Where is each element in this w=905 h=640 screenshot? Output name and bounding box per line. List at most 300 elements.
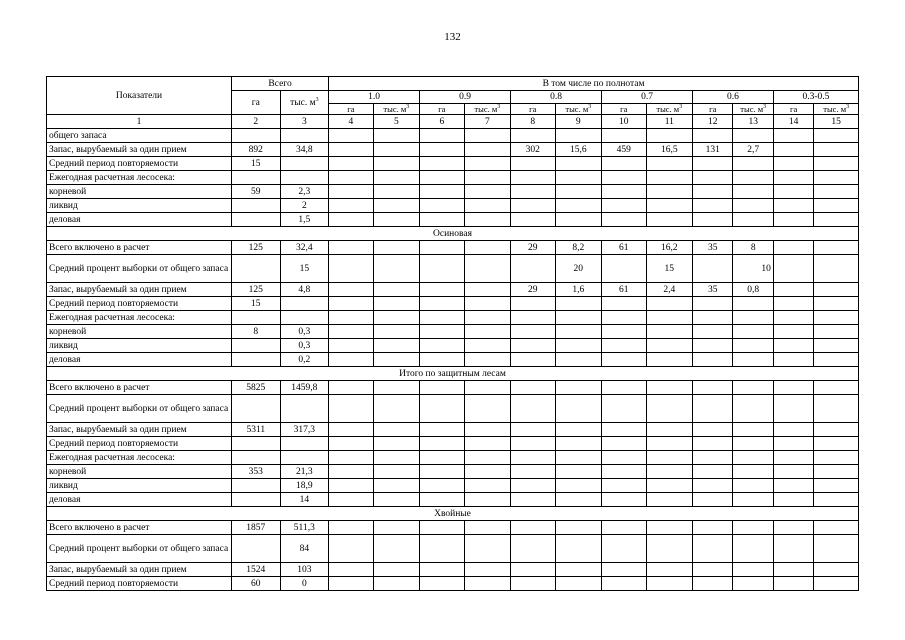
table-cell (280, 297, 329, 311)
table-cell (420, 451, 464, 465)
table-cell (693, 325, 733, 339)
table-cell (232, 311, 281, 325)
table-cell: 2,3 (280, 185, 329, 199)
table-cell (464, 563, 511, 577)
table-cell (814, 339, 859, 353)
table-cell (232, 451, 281, 465)
table-cell: 34,8 (280, 143, 329, 157)
table-cell (602, 255, 646, 283)
table-cell (693, 423, 733, 437)
table-row (47, 339, 859, 353)
table-cell (814, 325, 859, 339)
table-cell (646, 465, 693, 479)
table-cell: 29 (511, 283, 555, 297)
table-cell (373, 535, 420, 563)
table-cell (329, 311, 373, 325)
table-cell: 125 (232, 283, 281, 297)
table-cell (693, 297, 733, 311)
table-cell (646, 521, 693, 535)
table-cell (773, 283, 813, 297)
table-cell (511, 199, 555, 213)
table-cell (232, 199, 281, 213)
table-cell (773, 353, 813, 367)
table-cell (555, 437, 602, 451)
table-row (47, 311, 859, 325)
table-cell (693, 437, 733, 451)
table-cell (773, 241, 813, 255)
table-cell (773, 423, 813, 437)
table-cell (373, 451, 420, 465)
header-by-density: В том числе по полнотам (329, 77, 859, 91)
table-cell: 125 (232, 241, 281, 255)
table-cell (373, 577, 420, 591)
table-cell (373, 437, 420, 451)
table-row (47, 479, 859, 493)
table-cell (373, 297, 420, 311)
table-cell (693, 451, 733, 465)
table-cell (814, 213, 859, 227)
table-cell (733, 381, 773, 395)
row-label: Запас, вырубаемый за один прием (47, 423, 232, 437)
table-cell (693, 339, 733, 353)
table-cell (555, 577, 602, 591)
table-cell (773, 255, 813, 283)
table-cell (511, 521, 555, 535)
table-cell: 0,3 (280, 339, 329, 353)
table-cell (373, 563, 420, 577)
row-label: ликвид (47, 479, 232, 493)
table-cell (814, 297, 859, 311)
table-cell (464, 143, 511, 157)
table-cell (814, 199, 859, 213)
table-cell (329, 255, 373, 283)
table-cell (464, 255, 511, 283)
column-number: 2 (232, 115, 281, 129)
table-cell: 8,2 (555, 241, 602, 255)
table-cell (555, 423, 602, 437)
table-cell: 32,4 (280, 241, 329, 255)
table-cell: 131 (693, 143, 733, 157)
table-cell (329, 437, 373, 451)
table-cell (733, 423, 773, 437)
table-cell: 15 (646, 255, 693, 283)
column-number: 15 (814, 115, 859, 129)
table-cell (773, 577, 813, 591)
table-cell (420, 521, 464, 535)
table-cell (693, 395, 733, 423)
table-cell (232, 213, 281, 227)
table-cell (373, 213, 420, 227)
table-cell (814, 283, 859, 297)
table-cell (773, 493, 813, 507)
table-cell (464, 339, 511, 353)
table-cell (329, 521, 373, 535)
table-cell (602, 521, 646, 535)
row-label: Ежегодная расчетная лесосека: (47, 171, 232, 185)
column-number: 7 (464, 115, 511, 129)
table-cell (555, 311, 602, 325)
table-cell (329, 157, 373, 171)
table-cell (733, 535, 773, 563)
table-cell: 20 (555, 255, 602, 283)
table-cell: 1,6 (555, 283, 602, 297)
table-cell: 10 (733, 255, 773, 283)
table-cell: 103 (280, 563, 329, 577)
table-cell (602, 129, 646, 143)
table-cell (280, 157, 329, 171)
unit-thous-m3: тыс. $м^3$ (464, 104, 511, 115)
table-cell: 15 (232, 297, 281, 311)
table-cell (693, 381, 733, 395)
table-cell (464, 395, 511, 423)
table-cell (602, 465, 646, 479)
table-cell (420, 129, 464, 143)
table-cell (464, 199, 511, 213)
table-cell (555, 339, 602, 353)
row-label: общего запаса (47, 129, 232, 143)
table-cell (464, 493, 511, 507)
unit-thous-m3: тыс. $м^3$ (646, 104, 693, 115)
table-cell: 61 (602, 283, 646, 297)
table-cell (420, 157, 464, 171)
table-cell (773, 339, 813, 353)
table-cell (733, 311, 773, 325)
table-cell: 60 (232, 577, 281, 591)
table-cell (814, 185, 859, 199)
table-cell: 0 (280, 577, 329, 591)
table-cell (373, 325, 420, 339)
table-cell (602, 577, 646, 591)
table-cell (555, 465, 602, 479)
table-cell (693, 255, 733, 283)
table-row (47, 521, 859, 535)
table-cell (814, 493, 859, 507)
table-row (47, 353, 859, 367)
table-cell (464, 311, 511, 325)
table-cell (329, 297, 373, 311)
row-label: корневой (47, 185, 232, 199)
table-cell: 4,8 (280, 283, 329, 297)
table-cell (280, 437, 329, 451)
table-cell (511, 255, 555, 283)
row-label: Средний процент выборки от общего запаса (47, 535, 232, 563)
table-cell (373, 129, 420, 143)
table-cell (329, 479, 373, 493)
table-cell (602, 563, 646, 577)
row-label: Запас, вырубаемый за один прием (47, 563, 232, 577)
table-cell (511, 353, 555, 367)
table-cell (646, 493, 693, 507)
table-cell (602, 339, 646, 353)
unit-ha: га (773, 104, 813, 115)
table-row (47, 381, 859, 395)
table-cell (280, 171, 329, 185)
table-cell: 18,9 (280, 479, 329, 493)
table-cell (232, 255, 281, 283)
table-cell (464, 353, 511, 367)
table-cell (693, 129, 733, 143)
table-cell (646, 395, 693, 423)
unit-ha: га (511, 104, 555, 115)
column-number: 6 (420, 115, 464, 129)
table-cell (420, 339, 464, 353)
table-cell (420, 213, 464, 227)
table-row (47, 129, 859, 143)
table-cell (733, 171, 773, 185)
table-cell (420, 535, 464, 563)
table-cell (464, 171, 511, 185)
table-cell (511, 395, 555, 423)
table-cell (693, 171, 733, 185)
table-cell: 2 (280, 199, 329, 213)
table-cell (373, 381, 420, 395)
column-number: 11 (646, 115, 693, 129)
table-cell (329, 129, 373, 143)
table-cell (733, 157, 773, 171)
table-row (47, 563, 859, 577)
table-cell (464, 241, 511, 255)
table-cell (602, 535, 646, 563)
table-cell (420, 479, 464, 493)
table-cell (232, 437, 281, 451)
table-row (47, 297, 859, 311)
table-cell: 16,2 (646, 241, 693, 255)
table-cell (555, 521, 602, 535)
table-cell (511, 297, 555, 311)
row-label: ликвид (47, 339, 232, 353)
table-cell (555, 395, 602, 423)
column-number: 9 (555, 115, 602, 129)
table-cell (420, 171, 464, 185)
table-cell: 892 (232, 143, 281, 157)
table-cell (814, 535, 859, 563)
table-row (47, 395, 859, 423)
table-cell (329, 465, 373, 479)
table-cell (814, 395, 859, 423)
table-cell (232, 479, 281, 493)
table-cell (646, 353, 693, 367)
table-cell (602, 381, 646, 395)
table-cell (646, 297, 693, 311)
table-cell (733, 493, 773, 507)
table-cell (555, 451, 602, 465)
table-cell (329, 563, 373, 577)
row-label: деловая (47, 353, 232, 367)
table-cell (329, 493, 373, 507)
table-cell (511, 325, 555, 339)
table-cell (329, 339, 373, 353)
row-label: Средний период повторяемости (47, 437, 232, 451)
table-cell (329, 451, 373, 465)
table-cell (733, 325, 773, 339)
table-cell (373, 353, 420, 367)
section-title: Итого по защитным лесам (47, 367, 859, 381)
table-cell (814, 255, 859, 283)
table-cell (329, 171, 373, 185)
table-row (47, 157, 859, 171)
table-cell (329, 213, 373, 227)
table-cell (602, 311, 646, 325)
table-cell (773, 479, 813, 493)
table-cell: 59 (232, 185, 281, 199)
table-cell (646, 535, 693, 563)
table-cell (373, 185, 420, 199)
table-cell (232, 353, 281, 367)
table-cell: 21,3 (280, 465, 329, 479)
table-cell (232, 171, 281, 185)
table-cell (814, 577, 859, 591)
table-cell (511, 157, 555, 171)
table-cell (555, 353, 602, 367)
table-cell (373, 423, 420, 437)
table-cell (646, 381, 693, 395)
unit-thous-m3: тыс. $м^3$ (733, 104, 773, 115)
table-cell (555, 157, 602, 171)
table-cell (693, 521, 733, 535)
table-cell: 35 (693, 283, 733, 297)
row-label: корневой (47, 325, 232, 339)
table-cell (773, 199, 813, 213)
forest-table (46, 76, 859, 591)
unit-ha: га (329, 104, 373, 115)
table-cell (733, 213, 773, 227)
table-cell (373, 395, 420, 423)
table-cell (420, 437, 464, 451)
table-cell (420, 563, 464, 577)
table-cell: 14 (280, 493, 329, 507)
table-row (47, 493, 859, 507)
table-cell (602, 213, 646, 227)
table-cell (373, 493, 420, 507)
table-cell (420, 423, 464, 437)
table-cell: 5825 (232, 381, 281, 395)
table-cell (232, 493, 281, 507)
table-cell (773, 129, 813, 143)
table-cell (511, 563, 555, 577)
table-cell (373, 521, 420, 535)
table-cell (814, 437, 859, 451)
table-cell (420, 577, 464, 591)
header-density-3: 0.8 (511, 91, 602, 104)
table-cell (773, 171, 813, 185)
table-row (47, 241, 859, 255)
table-cell (693, 535, 733, 563)
table-cell: 1,5 (280, 213, 329, 227)
table-cell (555, 381, 602, 395)
column-number: 12 (693, 115, 733, 129)
table-row (47, 535, 859, 563)
column-number: 4 (329, 115, 373, 129)
table-cell (693, 465, 733, 479)
table-row (47, 577, 859, 591)
table-cell (646, 577, 693, 591)
table-cell (232, 395, 281, 423)
table-cell (733, 465, 773, 479)
table-cell (464, 437, 511, 451)
table-cell (329, 241, 373, 255)
table-cell (555, 493, 602, 507)
table-cell (329, 325, 373, 339)
table-cell (693, 213, 733, 227)
table-row (47, 199, 859, 213)
table-cell (420, 381, 464, 395)
table-cell (602, 325, 646, 339)
table-cell (555, 129, 602, 143)
section-title: Осиновая (47, 227, 859, 241)
table-row (47, 325, 859, 339)
header-total: Всего (232, 77, 329, 91)
table-cell (646, 129, 693, 143)
table-cell (646, 171, 693, 185)
table-cell (555, 563, 602, 577)
table-cell (555, 185, 602, 199)
unit-thous-m3: тыс. $м^3$ (814, 104, 859, 115)
table-cell: 317,3 (280, 423, 329, 437)
section-header-row (47, 507, 859, 521)
unit-ha: га (602, 104, 646, 115)
table-cell (464, 535, 511, 563)
table-cell (373, 157, 420, 171)
table-cell: 1524 (232, 563, 281, 577)
table-cell (693, 311, 733, 325)
table-cell (511, 423, 555, 437)
section-header-row (47, 367, 859, 381)
table-row (47, 465, 859, 479)
table-cell (511, 213, 555, 227)
header-total-thous: тыс. $м^3$ (280, 91, 329, 115)
table-cell: 8 (232, 325, 281, 339)
table-cell (646, 213, 693, 227)
table-cell (814, 171, 859, 185)
table-cell (814, 143, 859, 157)
table-cell (232, 535, 281, 563)
table-cell (693, 199, 733, 213)
row-label: Средний процент выборки от общего запаса (47, 395, 232, 423)
table-cell (693, 563, 733, 577)
table-cell (420, 325, 464, 339)
table-row (47, 213, 859, 227)
table-cell: 61 (602, 241, 646, 255)
table-cell (773, 465, 813, 479)
table-cell: 0,8 (733, 283, 773, 297)
table-cell (464, 297, 511, 311)
table-cell (646, 423, 693, 437)
table-cell (646, 479, 693, 493)
table-cell (329, 199, 373, 213)
table-cell (693, 185, 733, 199)
table-cell (646, 563, 693, 577)
table-cell (814, 241, 859, 255)
table-cell (511, 465, 555, 479)
table-cell (733, 297, 773, 311)
table-cell (602, 423, 646, 437)
table-cell (329, 381, 373, 395)
row-label: Средний период повторяемости (47, 297, 232, 311)
table-row (47, 185, 859, 199)
table-cell: 1857 (232, 521, 281, 535)
table-cell (511, 185, 555, 199)
table-cell (733, 353, 773, 367)
table-cell (232, 339, 281, 353)
table-cell (814, 381, 859, 395)
table-row (47, 283, 859, 297)
column-number: 3 (280, 115, 329, 129)
table-cell: 459 (602, 143, 646, 157)
table-cell (733, 577, 773, 591)
table-cell (420, 241, 464, 255)
row-label: Средний период повторяемости (47, 577, 232, 591)
header-density-6: 0.3-0.5 (773, 91, 858, 104)
